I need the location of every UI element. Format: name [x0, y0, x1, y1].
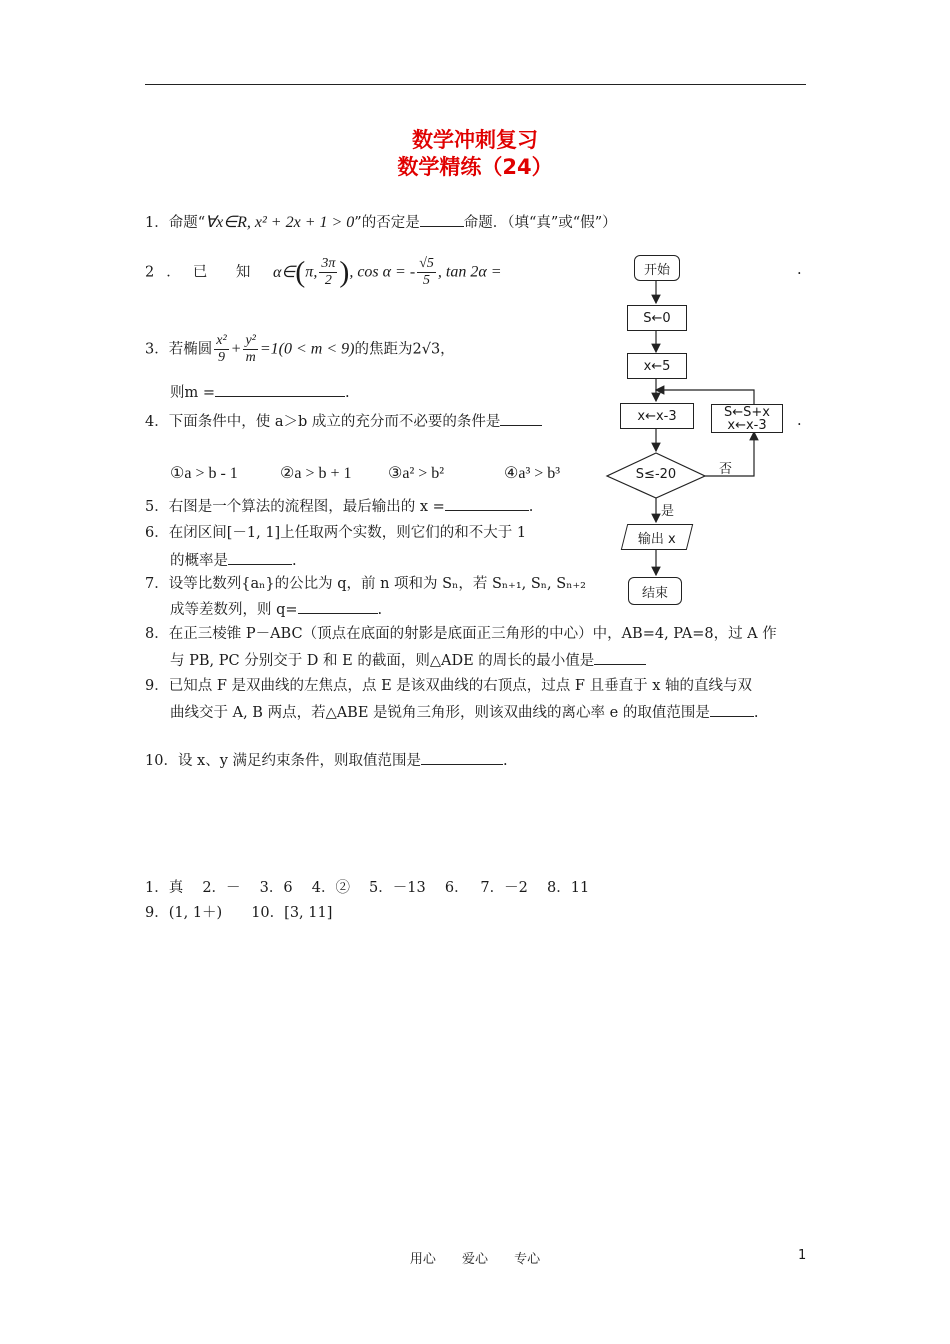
- flowchart-s0: S←0: [627, 305, 687, 331]
- q8-line2-text: 与 PB, PC 分别交于 D 和 E 的截面，则△ADE 的周长的最小值是: [170, 653, 595, 669]
- q2-paren-close: ): [339, 255, 350, 289]
- flowchart-output: [621, 524, 693, 550]
- q2-paren-open: (: [295, 255, 306, 289]
- q2-pi: π,: [305, 263, 318, 281]
- q2-end: .: [797, 262, 802, 278]
- page-number: 1: [798, 1248, 807, 1263]
- q3-f1-num: x²: [216, 333, 227, 348]
- q1-prefix: 1．命题“: [145, 215, 206, 231]
- answers-line-1: 1．真 2．－ 3．6 4．② 5．－13 6． 7．－2 8．11: [145, 880, 590, 896]
- q3-line2-end: .: [345, 385, 350, 401]
- q10-end: .: [503, 753, 508, 769]
- q3-suffix: 的焦距为2√3，: [354, 341, 455, 358]
- flowchart-output-label: 输出 x: [638, 531, 676, 547]
- q3-f2-num: y²: [245, 333, 256, 348]
- q4-option-1: ①a > b - 1: [170, 465, 238, 482]
- q4-option-4: ④a³ > b³: [504, 465, 561, 482]
- flowchart-x-minus-3: x←x-3: [620, 403, 694, 429]
- page-subtitle: 数学精练（24）: [397, 155, 553, 179]
- q9-end: .: [753, 705, 759, 721]
- answers-line-2: 9．(1, 1＋) 10．[3, 11]: [145, 905, 333, 921]
- q3-f2-den: m: [245, 350, 256, 365]
- q5-end: .: [528, 499, 534, 515]
- q7-line2-text: 成等差数列，则 q=: [170, 602, 298, 618]
- q10-text: 10．设 x、y 满足约束条件，则取值范围是: [145, 753, 422, 769]
- page-footer: 用心 爱心 专心: [409, 1252, 541, 1267]
- q9-line2-text: 曲线交于 A, B 两点，若△ABE 是锐角三角形，则该双曲线的离心率 e 的取值范围是: [170, 705, 710, 721]
- q5-text: 5．右图是一个算法的流程图，最后输出的 x =: [145, 499, 445, 515]
- question-8: 8．在正三棱锥 P－ABC（顶点在底面的射影是底面正三角形的中心）中，AB=4, PA=8，过 A 作: [145, 626, 777, 642]
- q3-f1-den: 9: [217, 350, 225, 365]
- flowchart-x5: x←5: [627, 353, 687, 379]
- q4-option-3: ③a² > b²: [388, 465, 445, 482]
- flowchart-condition: S≤-20: [635, 467, 677, 482]
- q4-option-2: ②a > b + 1: [280, 465, 352, 482]
- q6-end: .: [292, 553, 297, 569]
- flowchart-end: 结束: [628, 577, 682, 605]
- q1-suffix: 命题．（填“真”或“假”）: [463, 215, 617, 231]
- q3-line2-prefix: 则m =: [170, 385, 216, 401]
- question-9: 9．已知点 F 是双曲线的左焦点，点 E 是该双曲线的右顶点，过点 F 且垂直于 x 轴的直线与双: [145, 678, 752, 694]
- flowchart-update-x: x←x-3: [727, 417, 767, 433]
- q1-expression: ∀x∈R, x² + 2x + 1 > 0: [205, 214, 355, 231]
- q4-text: 4．下面条件中，使 a＞b 成立的充分而不必要的条件是: [145, 414, 501, 430]
- flowchart-loop-body: [711, 404, 783, 433]
- q2-frac-den: 2: [324, 273, 332, 288]
- page-title: 数学冲刺复习: [412, 128, 538, 152]
- q3-prefix: 3．若椭圆: [145, 341, 213, 358]
- q4-end: .: [797, 413, 802, 429]
- flowchart-update-s: S←S+x: [724, 404, 770, 420]
- q2-alpha: α∈: [272, 263, 296, 281]
- flowchart-yes-label: 是: [661, 504, 675, 519]
- q3-condition: =1(0 < m < 9): [259, 340, 355, 358]
- q2-sqrt-num: √5: [419, 256, 434, 271]
- flowchart-no-label: 否: [719, 462, 733, 477]
- q1-middle: ”的否定是: [354, 215, 420, 231]
- question-6: 6．在闭区间[－1, 1]上任取两个实数，则它们的和不大于 1: [145, 525, 527, 541]
- q2-tan: , tan 2α =: [437, 263, 502, 281]
- q2-sqrt-den: 5: [423, 273, 431, 288]
- q3-plus: +: [230, 340, 242, 358]
- flowchart-start: 开始: [634, 255, 680, 281]
- question-7: 7．设等比数列{aₙ}的公比为 q，前 n 项和为 Sₙ，若 Sₙ₊₁, Sₙ, Sₙ₊₂: [145, 576, 586, 592]
- q6-line2-text: 的概率是: [170, 553, 228, 569]
- q2-frac-num: 3π: [321, 256, 336, 271]
- arrow-loop-back: [656, 390, 754, 404]
- q2-cos: , cos α = -: [349, 263, 416, 281]
- q7-end: .: [377, 602, 383, 618]
- q2-prefix: 2．已 知: [145, 264, 263, 281]
